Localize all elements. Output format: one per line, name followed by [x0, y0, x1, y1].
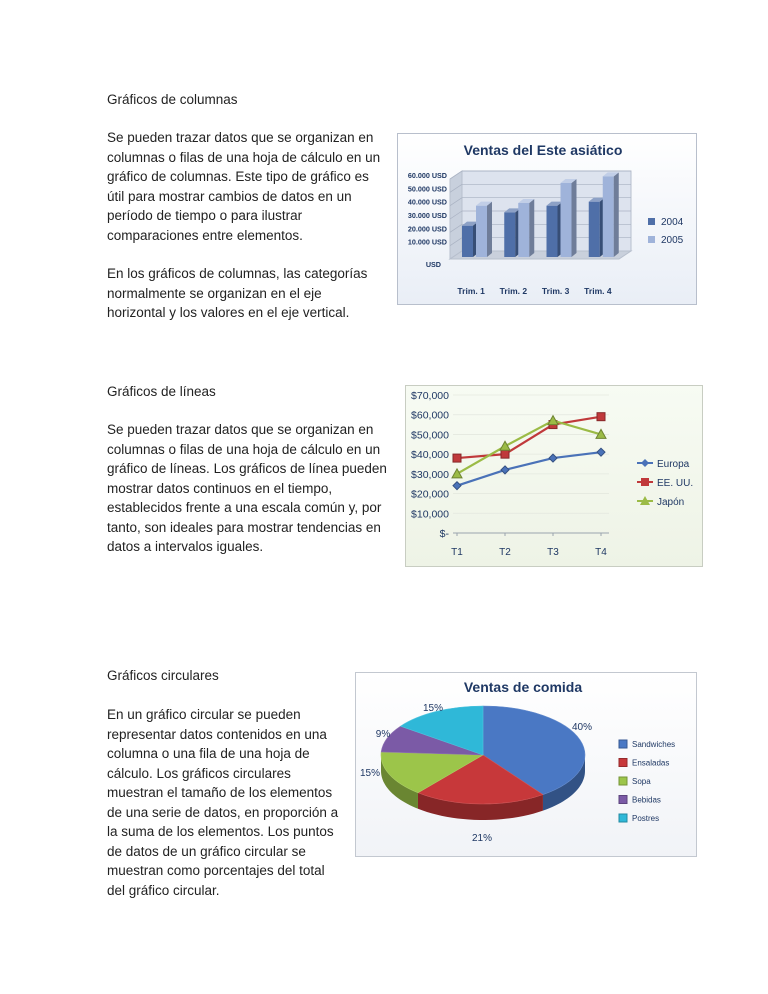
line-chart-ytick-label: $50,000: [411, 429, 449, 442]
section-title-lineas: Gráficos de líneas: [107, 384, 216, 399]
pie-chart-data-label: 40%: [571, 722, 593, 733]
column-chart-ytick-label: 10.000 USD: [407, 237, 447, 247]
line-chart-legend-label: EE. UU.: [657, 478, 694, 489]
pie-chart-data-label: 21%: [471, 833, 493, 844]
pie-chart-svg: [355, 672, 697, 857]
line-chart-frame: [406, 386, 703, 567]
column-chart-ytick-label: 50.000 USD: [407, 184, 447, 194]
line-chart-legend-label: Japón: [657, 497, 685, 508]
column-chart-title: Ventas del Este asiático: [463, 142, 623, 158]
pie-chart-data-label: 9%: [375, 729, 391, 740]
pie-chart: [355, 672, 697, 857]
line-chart-marker: [597, 413, 605, 421]
pie-chart-legend-label: Sandwiches: [632, 740, 676, 749]
column-chart-legend-swatch: [648, 236, 655, 243]
pie-chart-legend-swatch: [619, 796, 627, 804]
pie-chart-legend-swatch: [619, 740, 627, 748]
column-chart-legend-label: 2005: [661, 235, 684, 246]
line-chart-ytick-label: $-: [439, 528, 449, 540]
column-chart-bar-side: [487, 202, 492, 257]
line-chart-ytick-label: $20,000: [411, 488, 449, 501]
line-chart-svg: [405, 385, 703, 567]
paragraph-columnas-1: Se pueden trazar datos que se organizan en columnas o filas de una hoja de cálculo en un gráfico de columnas. Este tipo de gráfico es útil para mostrar cambios de datos en un período de tiempo o para ilustrar comparaciones entre elementos.: [107, 130, 381, 243]
column-chart-bar: [547, 206, 558, 257]
column-chart-bar: [518, 203, 529, 257]
column-chart-ytick-label: 20.000 USD: [407, 224, 447, 234]
section-title-circulares: Gráficos circulares: [107, 668, 219, 683]
line-chart-legend-marker: [641, 478, 649, 486]
section-title-columnas: Gráficos de columnas: [107, 92, 238, 107]
column-chart-category-label: Trim. 2: [499, 286, 528, 296]
column-chart-ytick-label: 60.000 USD: [407, 171, 447, 180]
pie-chart-legend-label: Sopa: [632, 777, 651, 786]
column-chart-svg: [397, 133, 697, 305]
pie-chart-legend-swatch: [619, 777, 627, 785]
column-chart-legend-swatch: [648, 218, 655, 225]
pie-chart-data-label: 15%: [359, 768, 381, 779]
line-chart-legend-label: Europa: [657, 459, 690, 470]
pie-chart-legend-label: Bebidas: [632, 795, 661, 805]
line-chart-ytick-label: $70,000: [411, 390, 449, 402]
column-chart-bar-side: [529, 199, 534, 257]
pie-chart-legend-swatch: [619, 814, 627, 822]
column-chart-legend-label: 2004: [661, 217, 684, 228]
column-chart-bar: [589, 202, 600, 257]
line-chart-xtick-label: T1: [451, 547, 463, 558]
line-chart-xtick-label: T3: [547, 547, 559, 558]
line-chart-marker: [501, 450, 509, 458]
column-chart-bar: [603, 176, 614, 257]
paragraph-lineas-1: Se pueden trazar datos que se organizan en columnas o filas de una hoja de cálculo en un gráfico de líneas. Los gráficos de línea pueden mostrar datos continuos en el tiempo, establecidos frente a una escala común y, por tanto, son ideales para mostrar tendencias en datos a intervalos iguales.: [107, 422, 387, 554]
line-chart-ytick-label: $30,000: [411, 468, 449, 481]
line-chart-xtick-label: T2: [499, 547, 511, 558]
column-chart-ytick-label: USD: [425, 260, 441, 269]
column-chart-category-label: Trim. 4: [584, 286, 612, 296]
column-chart-category-label: Trim. 1: [457, 286, 485, 296]
pie-chart-legend-label: Postres: [632, 814, 660, 823]
column-chart-category-label: Trim. 3: [541, 286, 570, 296]
column-chart-bar-side: [614, 172, 619, 257]
paragraph-circulares-1: En un gráfico circular se pueden representar datos contenidos en una columna o una fila de una hoja de cálculo. Los gráficos circulares muestran el tamaño de los elementos de una serie de datos, en proporción a la suma de los elementos. Los puntos de datos de un gráfico circular se muestran como porcentajes del total del gráfico circular.: [107, 707, 339, 898]
pie-chart-data-label: 15%: [422, 703, 444, 714]
line-chart-ytick-label: $60,000: [411, 409, 449, 422]
line-chart-ytick-label: $40,000: [411, 449, 449, 462]
column-chart-ytick-label: 30.000 USD: [407, 211, 447, 220]
column-chart-bar: [476, 206, 487, 257]
pie-chart-legend-label: Ensaladas: [632, 758, 670, 768]
line-chart-marker: [453, 454, 461, 462]
column-chart-bar: [561, 183, 572, 257]
column-chart-bar: [462, 226, 473, 257]
paragraph-columnas-2: En los gráficos de columnas, las categorías normalmente se organizan en el eje horizontal y los valores en el eje vertical.: [107, 266, 368, 320]
pie-chart-title: Ventas de comida: [463, 679, 583, 695]
column-chart-ytick-label: 40.000 USD: [407, 197, 447, 207]
column-chart: [397, 133, 697, 305]
line-chart: [405, 385, 703, 567]
line-chart-ytick-label: $10,000: [411, 508, 449, 521]
line-chart-xtick-label: T4: [595, 547, 607, 558]
column-chart-bar: [504, 212, 515, 257]
pie-chart-legend-swatch: [619, 759, 627, 767]
column-chart-bar-side: [572, 179, 577, 257]
